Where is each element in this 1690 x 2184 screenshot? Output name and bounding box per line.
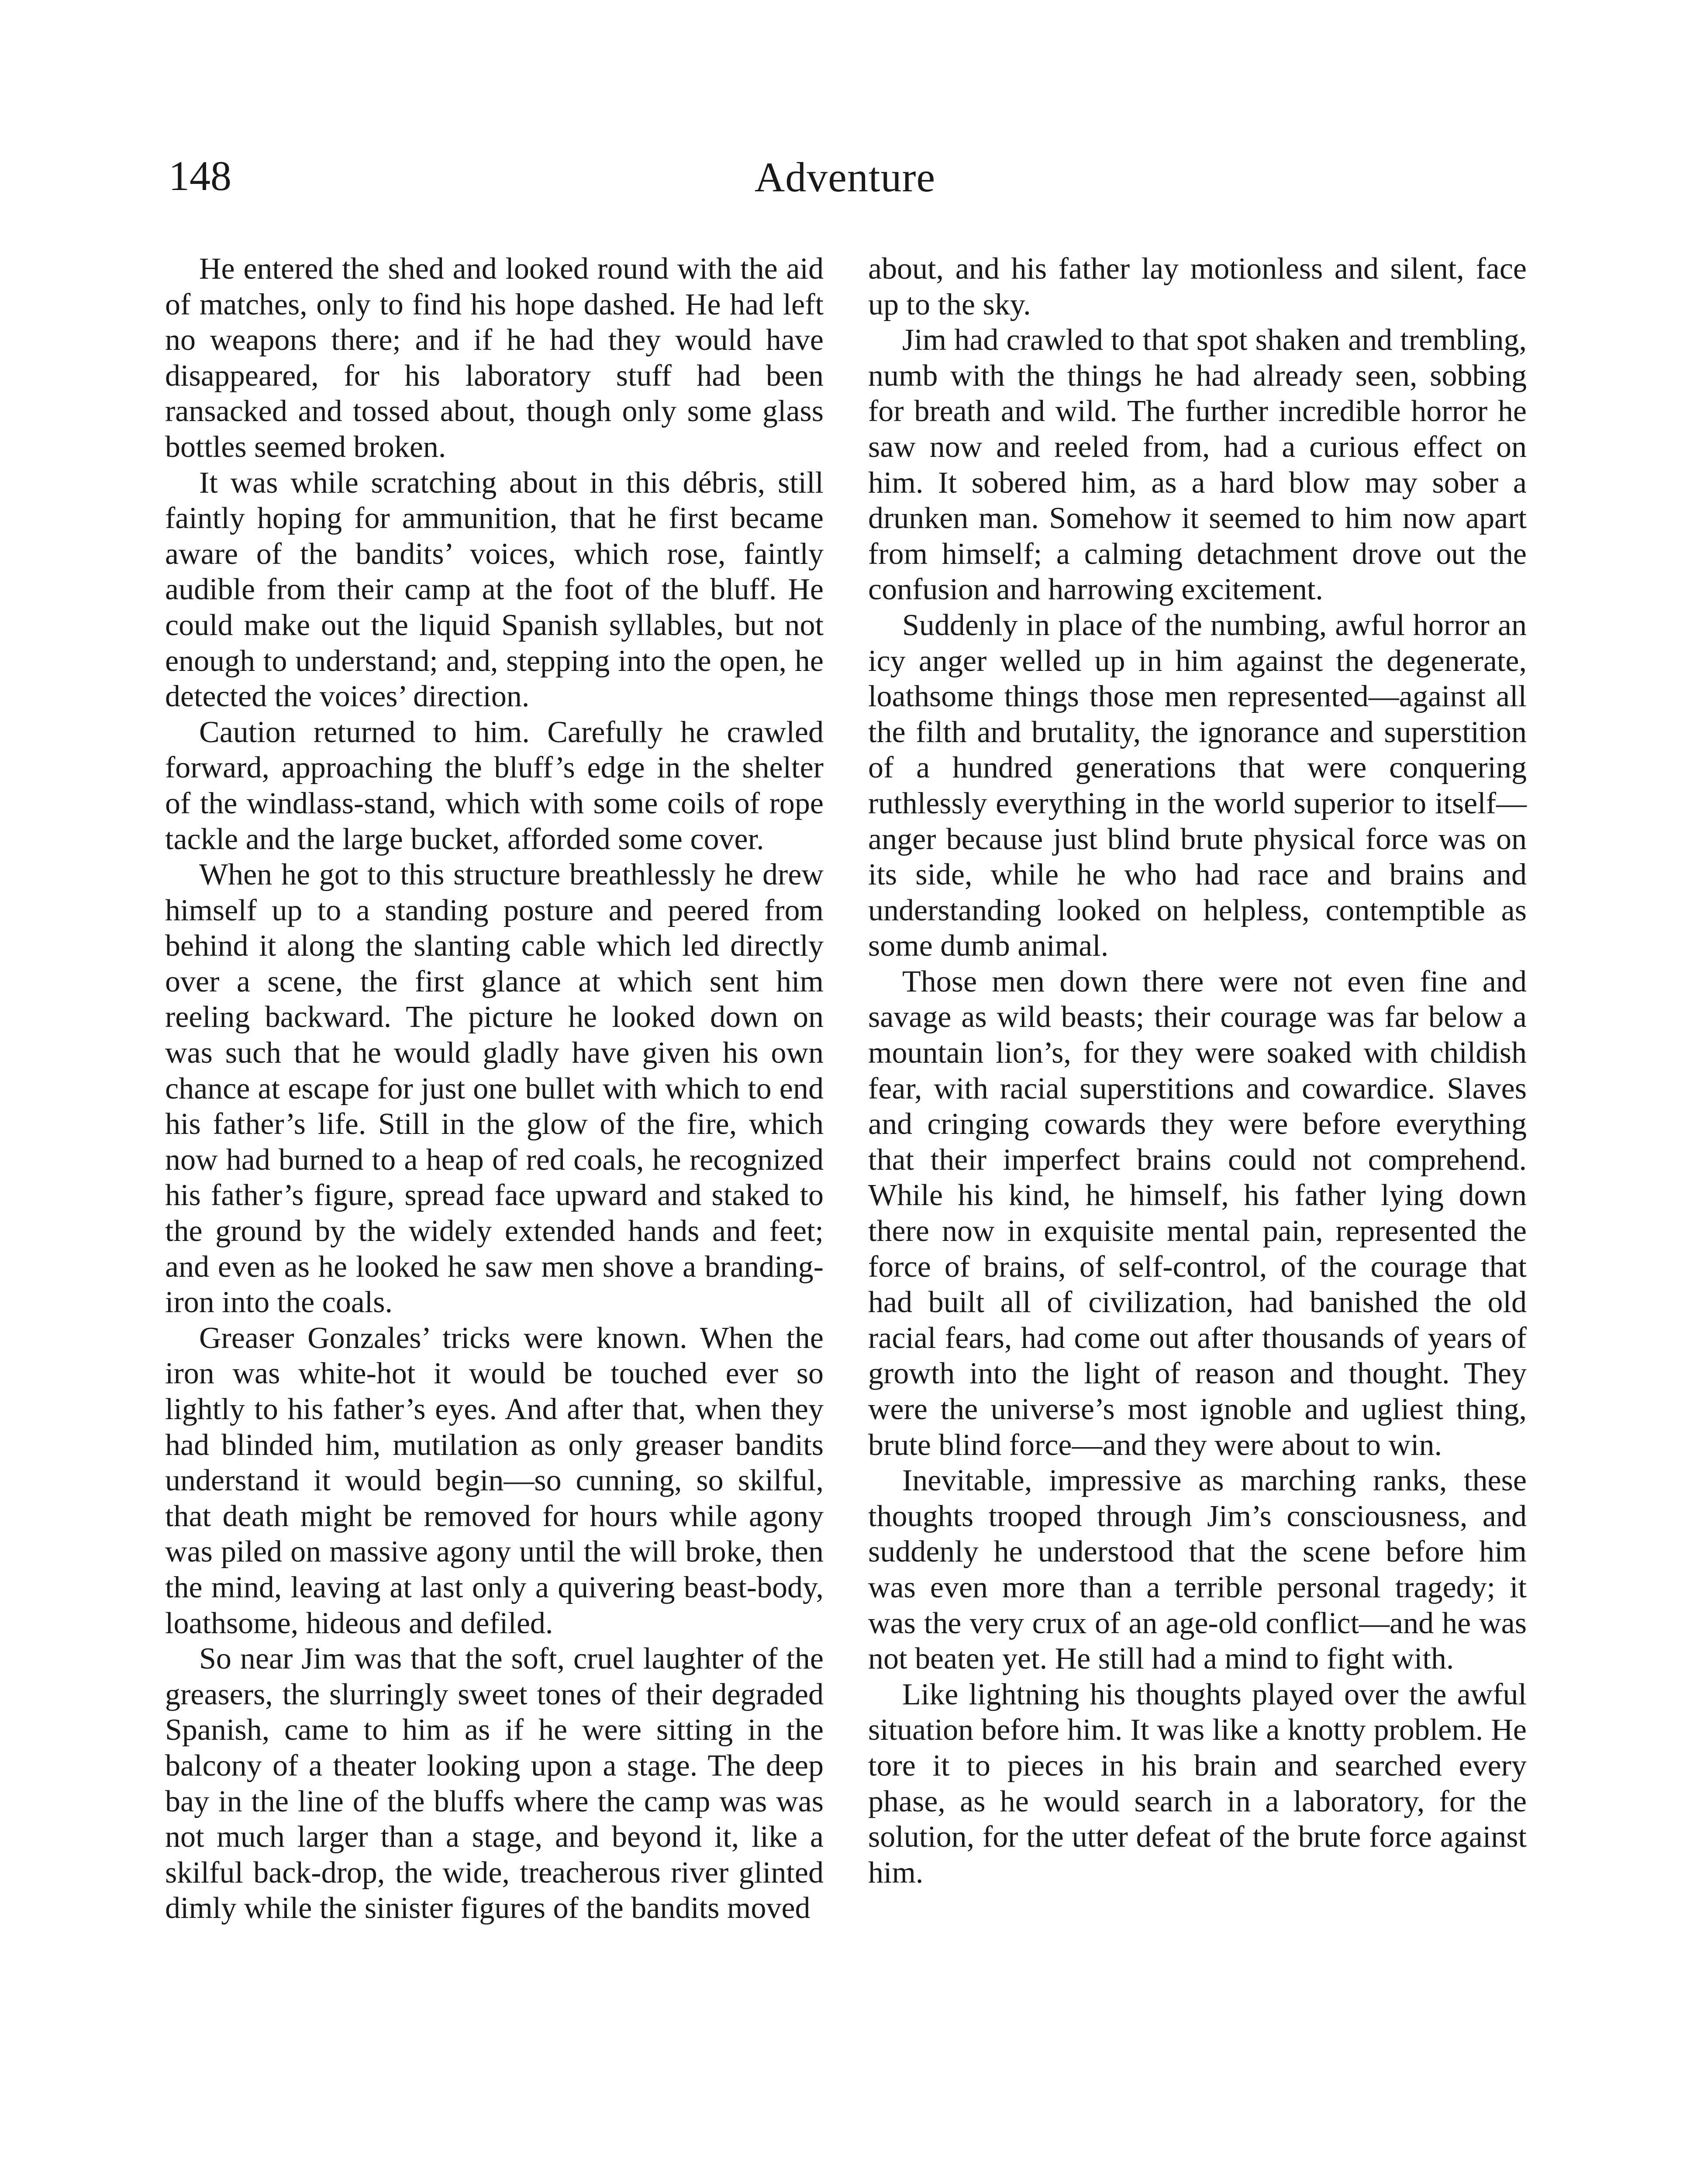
- paragraph: Jim had crawled to that spot shaken and trembling, numb with the things he had already seen, sobbing for breath and wild. The further incredible horror he saw now and reeled from, had a curious effect on him. It sobered him, as a hard blow may sober a drunken man. Somehow it seemed to him now apart from himself; a calming detachment drove out the confusion and harrowing excitement.: [868, 323, 1527, 607]
- paragraph: So near Jim was that the soft, cruel laughter of the greasers, the slurringly sweet tones of their degraded Spanish, came to him as if he were sitting in the balcony of a theater looking upon a stage. The deep bay in the line of the bluffs where the camp was was not much larger than a stage, and beyond it, like a skilful back-drop, the wide, treacherous river glinted dimly while the sinister figures of the bandits moved: [165, 1642, 824, 1925]
- left-column: [165, 251, 824, 1926]
- paragraph: Those men down there were not even fine and savage as wild beasts; their courage was far below a mountain lion’s, for they were soaked with childish fear, with racial superstitions and cowardice. Slaves and cringing cowards they were before everything that their imperfect brains could not comprehend. While his kind, he himself, his father lying down there now in exquisite mental pain, represented the force of brains, of self-control, of the courage that had built all of civilization, had banished the old racial fears, had come out after thousands of years of growth into the light of reason and thought. They were the universe’s most ignoble and ugliest thing, brute blind force—and they were about to win.: [868, 964, 1527, 1462]
- paragraph: He entered the shed and looked round with the aid of matches, only to find his hope dashed. He had left no weapons there; and if he had they would have disappeared, for his laboratory stuff had been ransacked and tossed about, though only some glass bottles seemed broken.: [165, 252, 824, 464]
- paragraph: When he got to this structure breathlessly he drew himself up to a standing posture and peered from behind it along the slanting cable which led directly over a scene, the first glance at which sent him reeling backward. The picture he looked down on was such that he would gladly have given his own chance at escape for just one bullet with which to end his father’s life. Still in the glow of the fire, which now had burned to a heap of red coals, he recognized his father’s figure, spread face upward and staked to the ground by the widely extended hands and feet; and even as he looked he saw men shove a branding-iron into the coals.: [165, 858, 824, 1320]
- paragraph: Like lightning his thoughts played over the awful situation before him. It was like a knotty problem. He tore it to pieces in his brain and searched every phase, as he would search in a laboratory, for the solution, for the utter defeat of the brute force against him.: [868, 1677, 1527, 1890]
- page-number: 148: [169, 152, 231, 199]
- paragraph: Caution returned to him. Carefully he crawled forward, approaching the bluff’s edge in the shelter of the windlass-stand, which with some coils of rope tackle and the large bucket, afforded some cover.: [165, 715, 824, 856]
- paragraph: It was while scratching about in this débris, still faintly hoping for ammunition, that he first became aware of the bandits’ voices, which rose, faintly audible from their camp at the foot of the bluff. He could make out the liquid Spanish syllables, but not enough to understand; and, stepping into the open, he detected the voices’ direction.: [165, 466, 824, 714]
- paragraph: Greaser Gonzales’ tricks were known. When the iron was white-hot it would be touched ever so lightly to his father’s eyes. And after that, when they had blinded him, mutilation as only greaser bandits understand it would begin—so cunning, so skilful, that death might be removed for hours while agony was piled on massive agony until the will broke, then the mind, leaving at last only a quivering beast-body, loathsome, hideous and defiled.: [165, 1321, 824, 1640]
- paragraph: Inevitable, impressive as marching ranks, these thoughts trooped through Jim’s consciousness, and suddenly he understood that the scene before him was even more than a terrible personal tragedy; it was the very crux of an age-old conflict—and he was not beaten yet. He still had a mind to fight with.: [868, 1464, 1527, 1676]
- right-column: [868, 251, 1527, 1890]
- paragraph: Suddenly in place of the numbing, awful horror an icy anger welled up in him against the degenerate, loathsome things those men represented—against all the filth and brutality, the ignorance and superstition of a hundred generations that were conquering ruthlessly everything in the world superior to itself—anger because just blind brute physical force was on its side, while he who had race and brains and understanding looked on helpless, contemptible as some dumb animal.: [868, 608, 1527, 963]
- running-title: Adventure: [754, 154, 936, 200]
- paragraph-continuation: about, and his father lay motionless and silent, face up to the sky.: [868, 252, 1527, 321]
